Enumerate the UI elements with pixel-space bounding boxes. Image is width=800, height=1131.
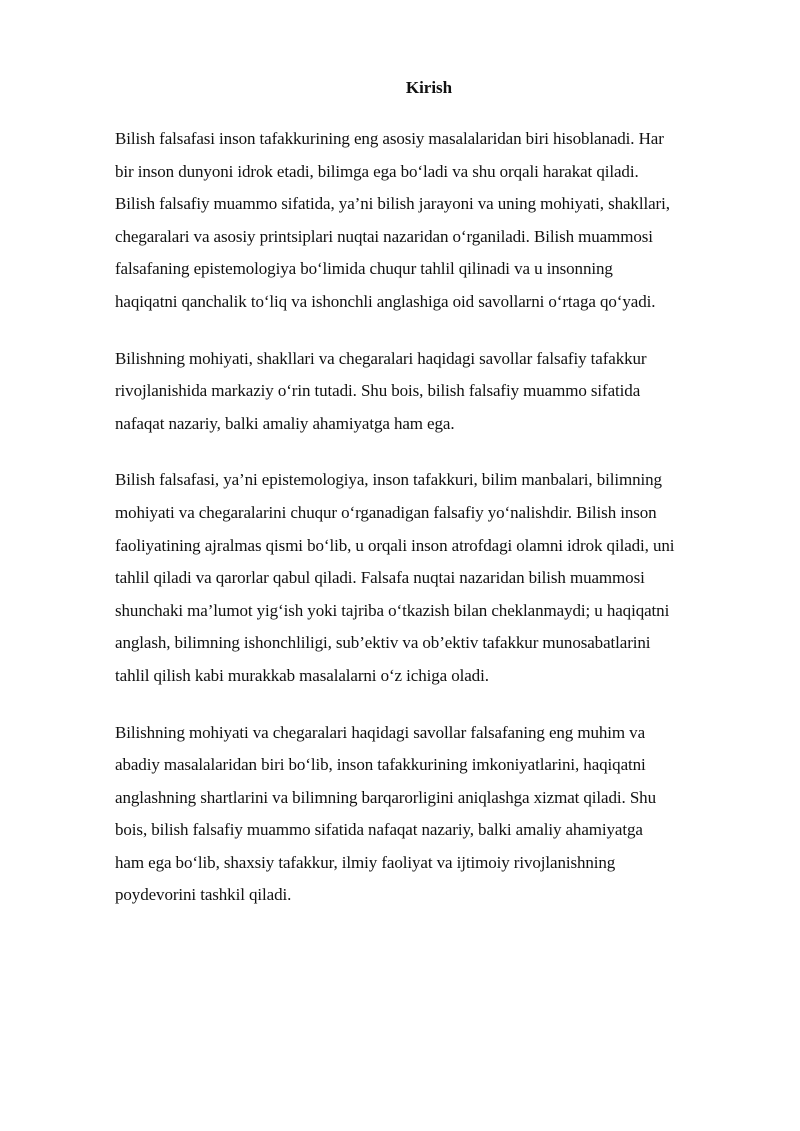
- paragraph: [115, 343, 747, 441]
- text-line: bir inson dunyoni idrok etadi, bilimga ega bo‘ladi va shu orqali harakat qiladi.: [115, 161, 639, 181]
- text-line: haqiqatni qanchalik to‘liq va ishonchli anglashiga oid savollarni o‘rtaga qo‘yadi.: [115, 291, 656, 311]
- text-line: falsafaning epistemologiya bo‘limida chuqur tahlil qilinadi va u insonning: [115, 259, 613, 279]
- paragraph: [115, 464, 747, 692]
- page-title: Kirish: [405, 78, 453, 97]
- text-line: tahlil qilish kabi murakkab masalalarni o‘z ichiga oladi.: [115, 665, 489, 685]
- text-line: faoliyatining ajralmas qismi bo‘lib, u orqali inson atrofdagi olamni idrok qiladi, uni: [115, 535, 675, 555]
- paragraph: [115, 717, 747, 913]
- text-line: Bilishning mohiyati, shakllari va chegaralari haqidagi savollar falsafiy tafakkur: [115, 348, 647, 368]
- text-line: Bilish falsafiy muammo sifatida, ya’ni bilish jarayoni va uning mohiyati, shakllari,: [115, 194, 670, 214]
- text-line: anglash, bilimning ishonchliligi, sub’ektiv va ob’ektiv tafakkur munosabatlarini: [115, 633, 651, 653]
- text-line: nafaqat nazariy, balki amaliy ahamiyatga ham ega.: [115, 413, 455, 433]
- text-line: tahlil qiladi va qarorlar qabul qiladi. Falsafa nuqtai nazaridan bilish muammosi: [115, 568, 645, 588]
- text-line: Bilish falsafasi inson tafakkurining eng asosiy masalalaridan biri hisoblanadi. Har: [115, 129, 664, 148]
- text-line: Bilish falsafasi, ya’ni epistemologiya, inson tafakkuri, bilim manbalari, bilimning: [115, 470, 662, 490]
- text-line: abadiy masalalaridan biri bo‘lib, inson tafakkurining imkoniyatlarini, haqiqatni: [115, 755, 646, 775]
- text-line: mohiyati va chegaralarini chuqur o‘rganadigan falsafiy yo‘nalishdir. Bilish inson: [115, 502, 657, 522]
- document-body: [115, 123, 747, 936]
- text-line: poydevorini tashkil qiladi.: [115, 885, 292, 905]
- text-line: bois, bilish falsafiy muammo sifatida nafaqat nazariy, balki amaliy ahamiyatga: [115, 820, 643, 840]
- text-line: chegaralari va asosiy printsiplari nuqtai nazaridan o‘rganiladi. Bilish muammosi: [115, 226, 653, 246]
- text-line: Bilishning mohiyati va chegaralari haqidagi savollar falsafaning eng muhim va: [115, 722, 646, 742]
- text-line: rivojlanishida markaziy o‘rin tutadi. Shu bois, bilish falsafiy muammo sifatida: [115, 381, 641, 401]
- text-line: anglashning shartlarini va bilimning barqarorligini aniqlashga xizmat qiladi. Shu: [115, 787, 656, 807]
- text-line: shunchaki ma’lumot yig‘ish yoki tajriba o‘tkazish bilan cheklanmaydi; u haqiqatni: [115, 600, 670, 620]
- text-line: ham ega bo‘lib, shaxsiy tafakkur, ilmiy faoliyat va ijtimoiy rivojlanishning: [115, 852, 616, 872]
- paragraph: [115, 123, 747, 319]
